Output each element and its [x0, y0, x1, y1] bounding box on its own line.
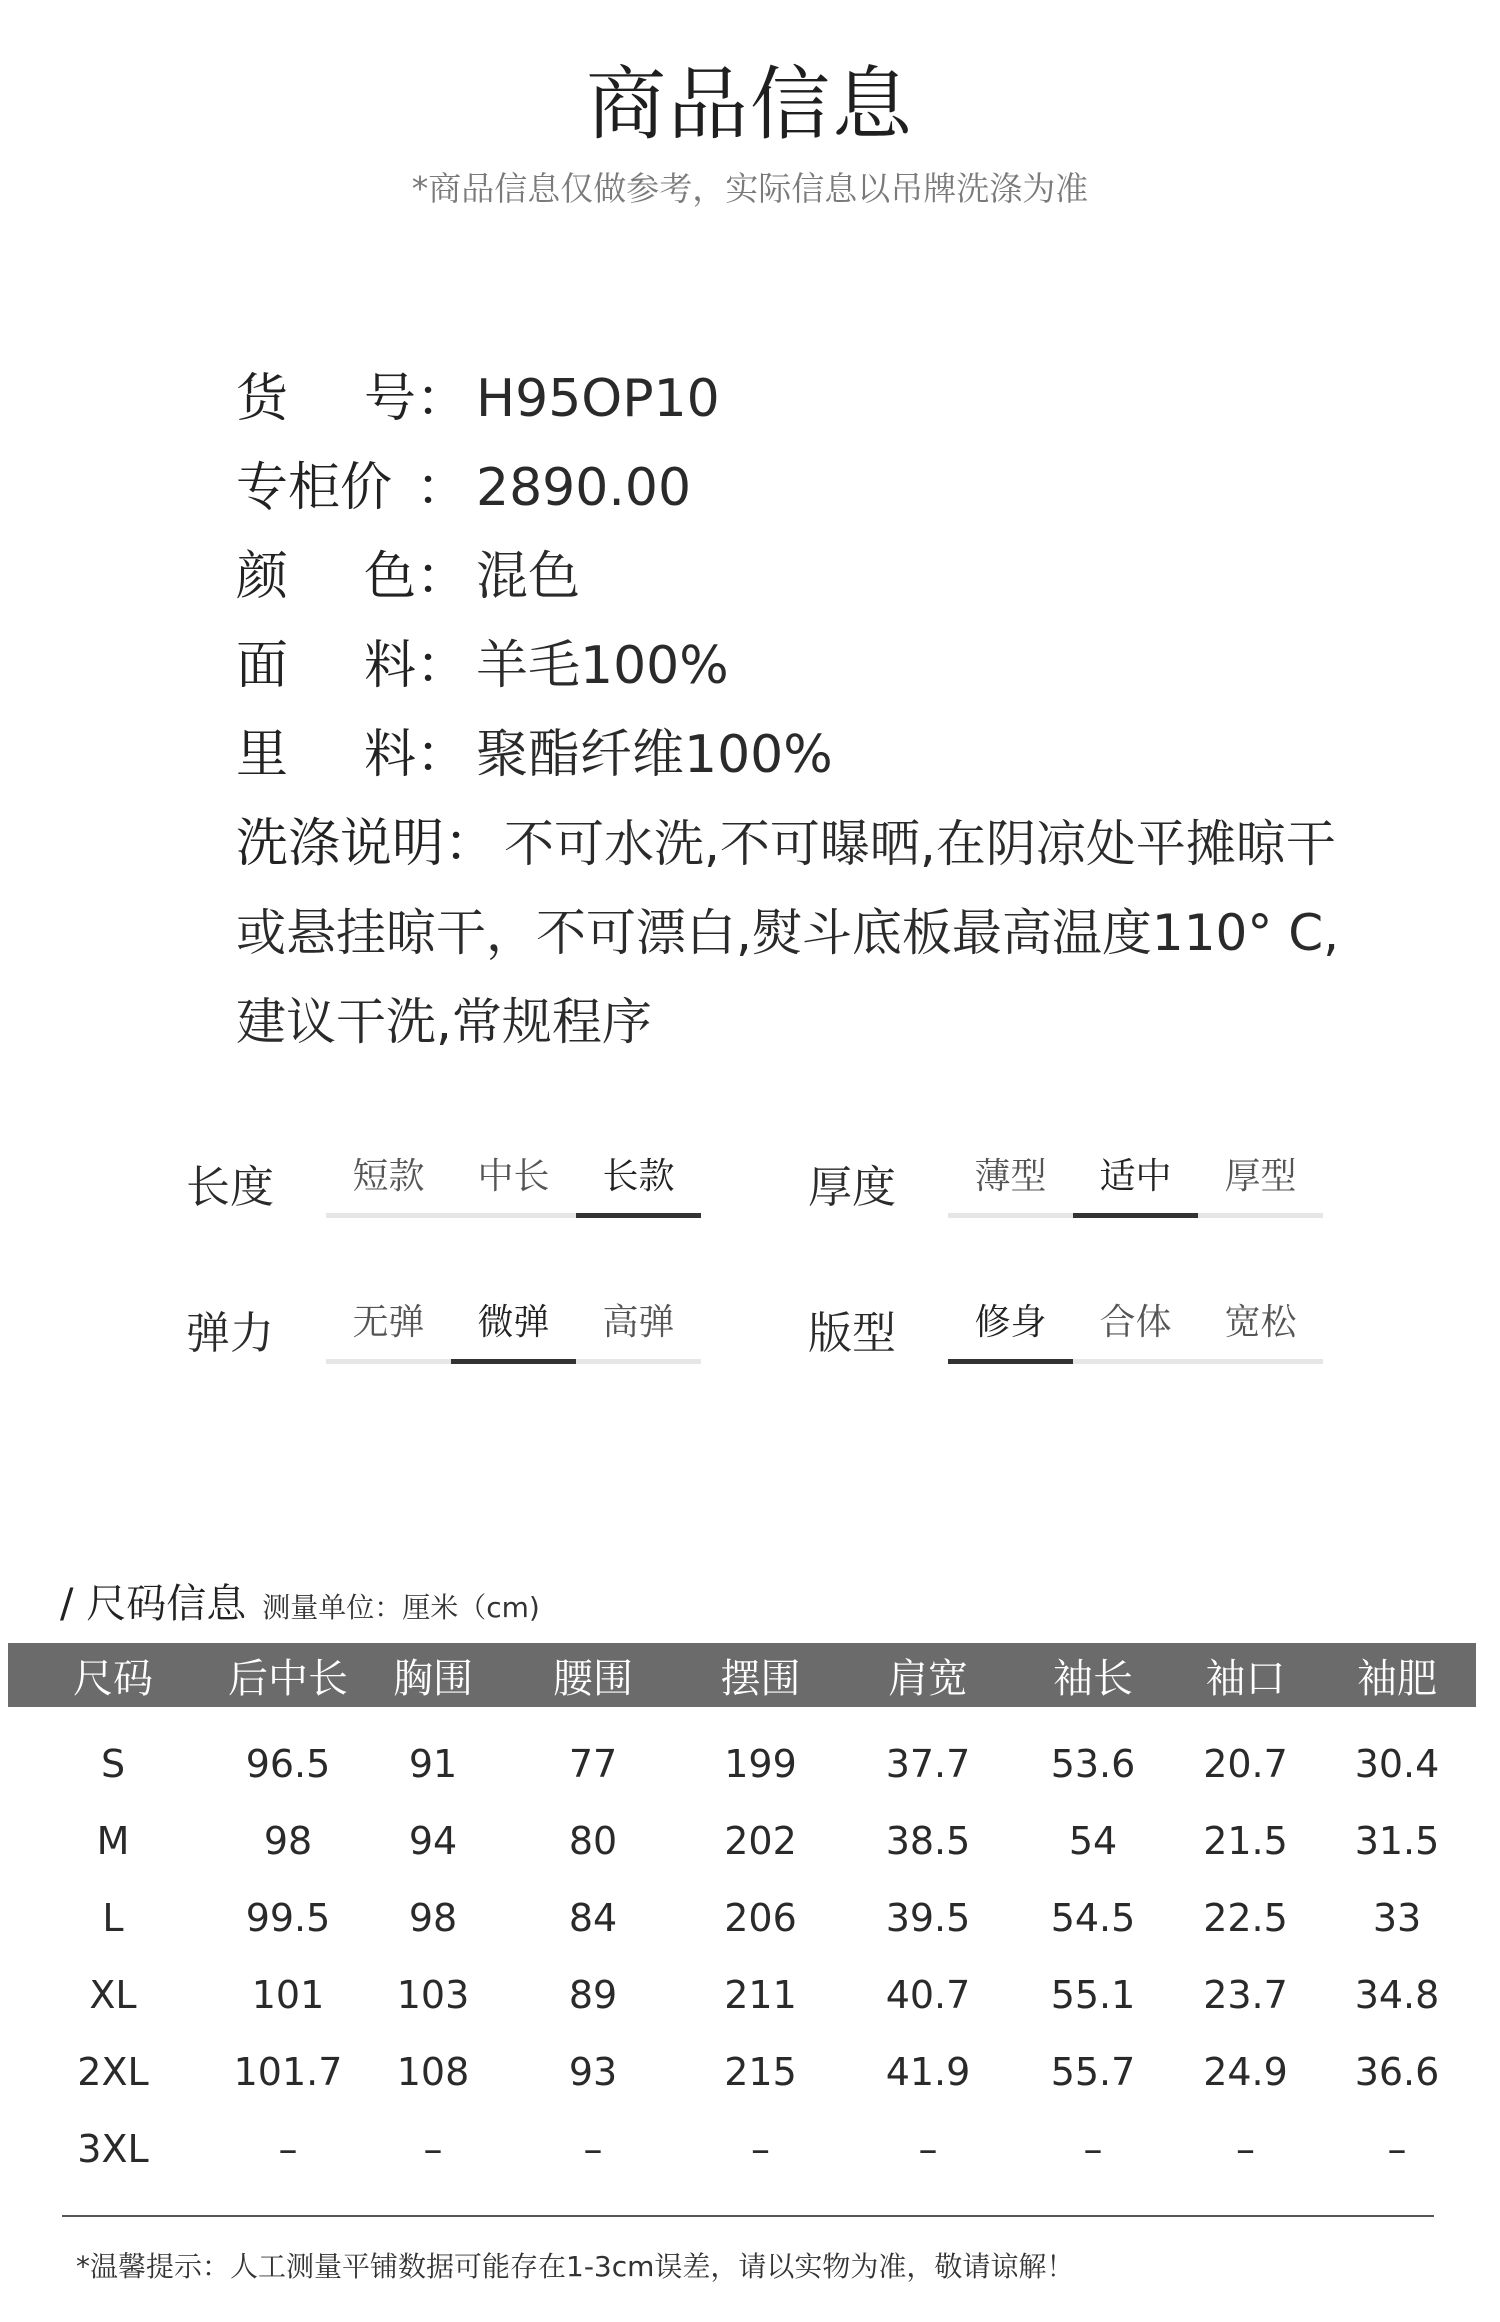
measurement-cell: 98	[408, 1895, 458, 1940]
info-row-fabric	[236, 622, 1356, 711]
size-cell: XL	[89, 1972, 137, 2017]
size-cell: 2XL	[77, 2049, 149, 2094]
info-label-care: 洗涤说明	[236, 814, 445, 874]
measurement-cell: 53.6	[1050, 1741, 1136, 1786]
measurement-cell: 101	[251, 1972, 325, 2017]
size-table-header: 肩宽	[843, 1643, 1013, 1707]
attr-label-fit: 版型	[808, 1308, 896, 1359]
measurement-cell: 108	[396, 2049, 470, 2094]
attr-label-length: 长度	[186, 1162, 274, 1213]
measurement-cell: 20.7	[1203, 1741, 1288, 1786]
info-label-color-part2: 色	[363, 547, 416, 607]
measurement-cell: –	[751, 2126, 770, 2171]
measurement-cell: –	[1387, 2126, 1407, 2171]
size-heading-title: / 尺码信息	[60, 1581, 247, 1627]
product-info	[236, 355, 1356, 1067]
measurement-cell: 40.7	[885, 1972, 971, 2017]
measurement-cell: 99.5	[245, 1895, 331, 1940]
attr-option-length-mid: 中长	[451, 1148, 576, 1218]
size-cell: L	[102, 1895, 124, 1940]
attr-thickness	[808, 1148, 1323, 1218]
attr-option-elasticity-slight: 微弹	[451, 1294, 576, 1364]
size-table-header: 袖口	[1173, 1643, 1318, 1707]
measurement-cell: 55.7	[1050, 2049, 1136, 2094]
measurement-cell: 31.5	[1354, 1818, 1440, 1863]
info-value-fabric: 羊毛100%	[476, 636, 729, 696]
attr-option-thickness-medium: 适中	[1073, 1148, 1198, 1218]
table-row	[8, 1802, 1476, 1879]
info-colon: ：	[416, 458, 469, 518]
measurement-cell: 22.5	[1203, 1895, 1288, 1940]
measurement-cell: 101.7	[233, 2049, 343, 2094]
size-table-header: 摆围	[678, 1643, 843, 1707]
measurement-cell: 41.9	[885, 2049, 971, 2094]
info-label-color	[236, 533, 416, 622]
attr-option-elasticity-high: 高弹	[576, 1294, 701, 1364]
table-row	[8, 1879, 1476, 1956]
info-value-lining: 聚酯纤维100%	[476, 725, 833, 785]
measurement-cell: 211	[724, 1972, 797, 2017]
measurement-cell: 215	[724, 2049, 797, 2094]
info-value-price: 2890.00	[476, 458, 692, 518]
size-table-header: 袖长	[1013, 1643, 1173, 1707]
attr-option-elasticity-none: 无弹	[326, 1294, 451, 1364]
info-row-care-2	[236, 889, 1356, 978]
size-table-header: 尺码	[8, 1643, 218, 1707]
measurement-cell: 34.8	[1354, 1972, 1440, 2017]
info-label-sku-part1: 货	[236, 369, 289, 429]
attr-option-thickness-thin: 薄型	[948, 1148, 1073, 1218]
attr-option-thickness-thick: 厚型	[1198, 1148, 1323, 1218]
care-instructions-line2: 或悬挂晾干，不可漂白,熨斗底板最高温度110° C,	[236, 904, 1340, 962]
measurement-cell: 96.5	[245, 1741, 331, 1786]
attr-option-length-long: 长款	[576, 1148, 701, 1218]
table-row	[8, 1956, 1476, 2033]
attr-options-fit	[948, 1294, 1323, 1364]
measurement-cell: –	[1236, 2126, 1255, 2171]
size-table-header: 腰围	[508, 1643, 678, 1707]
care-instructions-line3: 建议干洗,常规程序	[236, 993, 652, 1051]
attr-option-length-short: 短款	[326, 1148, 451, 1218]
info-row-sku	[236, 355, 1356, 444]
measurement-cell: 21.5	[1203, 1818, 1288, 1863]
measurement-cell: 98	[263, 1818, 313, 1863]
measurement-cell: 206	[724, 1895, 797, 1940]
attr-options-length	[326, 1148, 701, 1218]
measurement-cell: 37.7	[885, 1741, 971, 1786]
measurement-cell: 89	[568, 1972, 618, 2017]
attr-option-fit-loose: 宽松	[1198, 1294, 1323, 1364]
info-colon: ：	[416, 369, 469, 429]
info-value-color: 混色	[476, 547, 581, 607]
info-colon: ：	[444, 814, 497, 874]
attr-fit	[808, 1294, 1323, 1364]
measurement-cell: 94	[408, 1818, 458, 1863]
page-subtitle: *商品信息仅做参考，实际信息以吊牌洗涤为准	[411, 169, 1089, 208]
measurement-cell: 36.6	[1354, 2049, 1440, 2094]
measurement-cell: 84	[568, 1895, 618, 1940]
info-row-color	[236, 533, 1356, 622]
info-row-price	[236, 444, 1356, 533]
attr-option-fit-regular: 合体	[1073, 1294, 1198, 1364]
measurement-cell: –	[278, 2126, 298, 2171]
info-row-care	[236, 800, 1356, 889]
footer-divider	[62, 2215, 1434, 2217]
measurement-cell: 54	[1068, 1818, 1118, 1863]
info-label-lining-part2: 料	[363, 725, 416, 785]
attr-elasticity	[186, 1294, 701, 1364]
size-table	[8, 1643, 1476, 2187]
info-colon: ：	[416, 636, 469, 696]
size-heading-unit: 测量单位：厘米（cm)	[262, 1591, 540, 1624]
info-label-sku	[236, 355, 416, 444]
measurement-cell: 23.7	[1203, 1972, 1288, 2017]
measurement-cell: –	[1083, 2126, 1103, 2171]
info-label-fabric-part1: 面	[236, 636, 289, 696]
info-colon: ：	[416, 547, 469, 607]
page-title: 商品信息	[586, 58, 914, 151]
measurement-cell: 77	[568, 1741, 618, 1786]
table-row	[8, 2033, 1476, 2110]
size-table-header: 后中长	[218, 1643, 358, 1707]
measurement-cell: 199	[724, 1741, 797, 1786]
attr-option-fit-slim: 修身	[948, 1294, 1073, 1364]
attr-label-elasticity: 弹力	[186, 1308, 274, 1359]
info-value-sku: H95OP10	[476, 369, 720, 429]
measurement-cell: –	[918, 2126, 938, 2171]
info-label-fabric-part2: 料	[363, 636, 416, 696]
size-cell: M	[96, 1818, 130, 1863]
info-label-sku-part2: 号	[363, 369, 416, 429]
size-cell: S	[100, 1741, 126, 1786]
measurement-cell: 54.5	[1050, 1895, 1136, 1940]
measurement-cell: 38.5	[885, 1818, 971, 1863]
info-label-fabric	[236, 622, 416, 711]
size-table-header: 袖肥	[1318, 1643, 1476, 1707]
care-instructions-line1: 不可水洗,不可曝晒,在阴凉处平摊晾干	[504, 815, 1336, 873]
info-row-lining	[236, 711, 1356, 800]
info-label-lining	[236, 711, 416, 800]
footnote: *温馨提示：人工测量平铺数据可能存在1-3cm误差，请以实物为准，敬请谅解！	[76, 2250, 1075, 2283]
size-heading	[60, 1572, 540, 1629]
size-table-header-row	[8, 1643, 1476, 1707]
measurement-cell: 55.1	[1050, 1972, 1136, 2017]
attr-label-thickness: 厚度	[808, 1162, 896, 1213]
attr-options-elasticity	[326, 1294, 701, 1364]
attr-length	[186, 1148, 701, 1218]
table-row	[8, 1707, 1476, 1802]
measurement-cell: 202	[724, 1818, 797, 1863]
measurement-cell: 24.9	[1203, 2049, 1288, 2094]
measurement-cell: –	[423, 2126, 443, 2171]
info-row-care-3	[236, 978, 1356, 1067]
info-colon: ：	[416, 725, 469, 785]
measurement-cell: 33	[1372, 1895, 1422, 1940]
attr-options-thickness	[948, 1148, 1323, 1218]
size-cell: 3XL	[77, 2126, 149, 2171]
measurement-cell: 93	[568, 2049, 618, 2094]
size-table-header: 胸围	[358, 1643, 508, 1707]
measurement-cell: 80	[568, 1818, 618, 1863]
measurement-cell: 39.5	[885, 1895, 971, 1940]
info-label-color-part1: 颜	[236, 547, 289, 607]
table-row	[8, 2110, 1476, 2187]
measurement-cell: 30.4	[1354, 1741, 1440, 1786]
measurement-cell: 91	[408, 1741, 458, 1786]
info-label-price: 专柜价	[236, 458, 393, 518]
measurement-cell: 103	[396, 1972, 470, 2017]
info-label-lining-part1: 里	[236, 725, 289, 785]
measurement-cell: –	[583, 2126, 603, 2171]
